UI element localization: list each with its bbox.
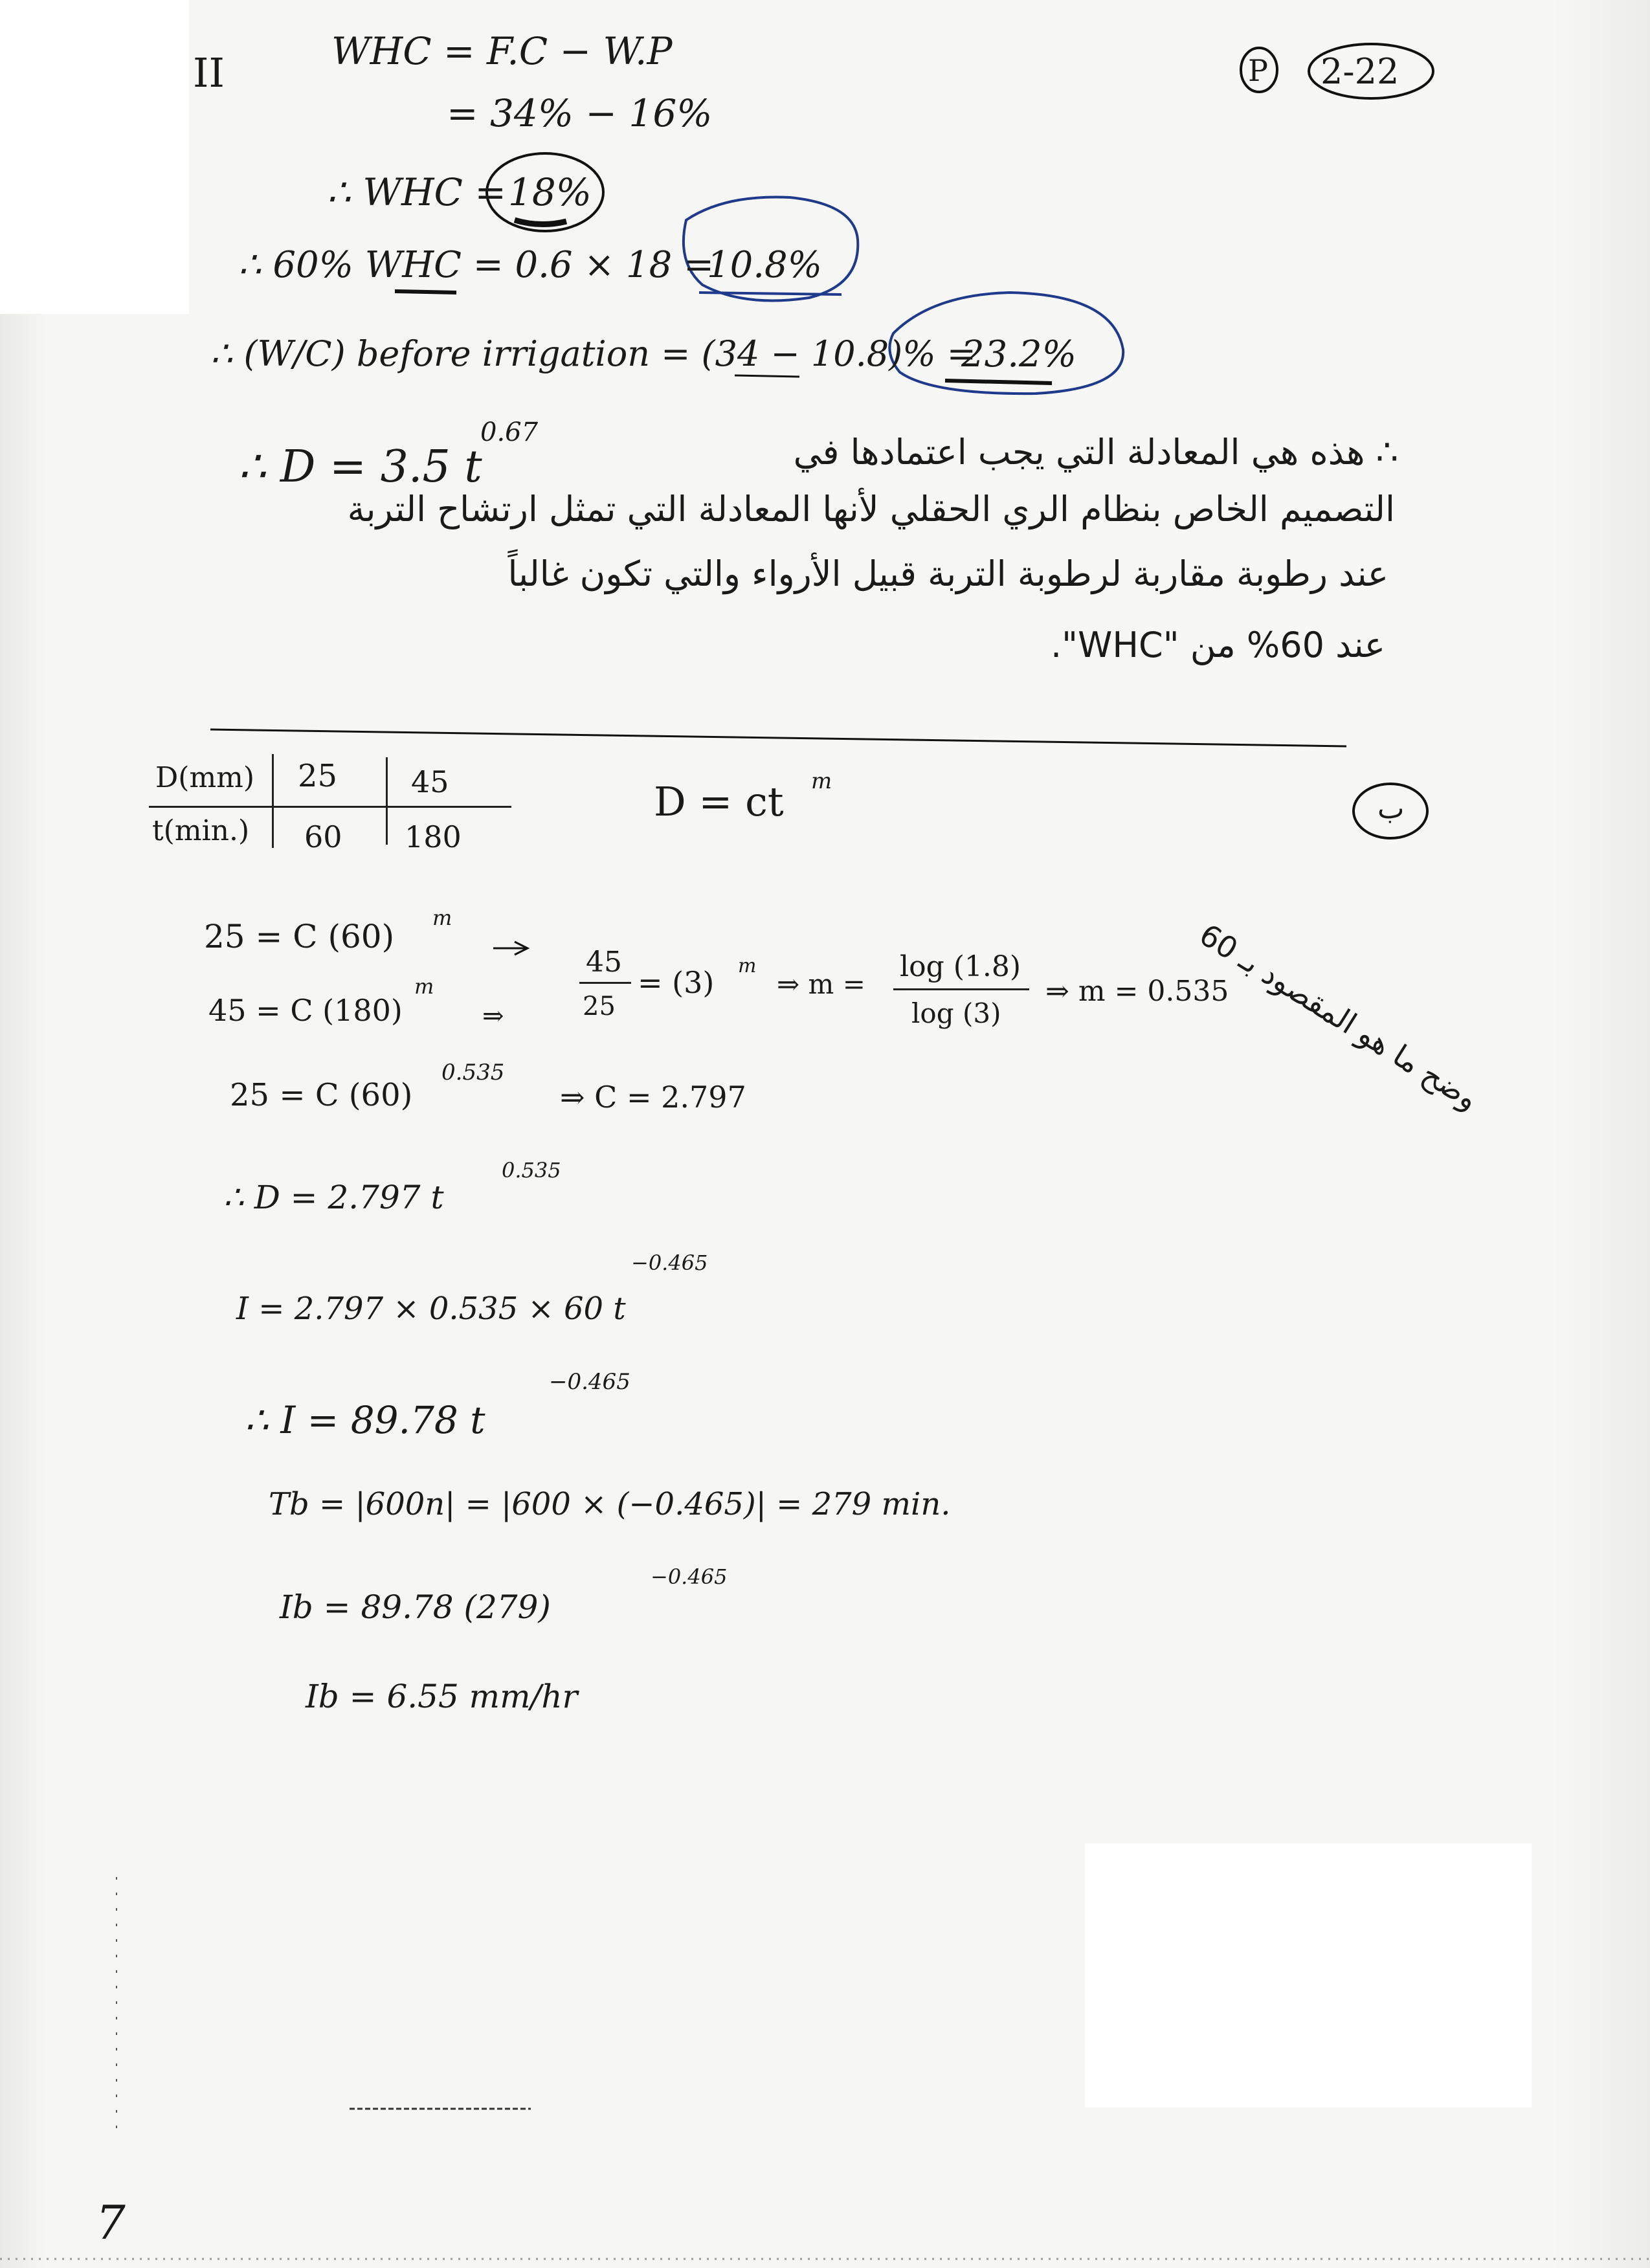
- equation-3-exponent: 0.535: [441, 1060, 505, 1085]
- ratio-rhs-exponent: m: [738, 955, 757, 977]
- equation-4: ∴ D = 2.797 t: [223, 1179, 444, 1216]
- equation-5-exponent: −0.465: [631, 1251, 708, 1275]
- table-cell-depth-1: 25: [298, 758, 338, 794]
- table-cell-depth-2: 45: [411, 764, 449, 799]
- whc-60-value: 10.8%: [707, 244, 822, 286]
- equation-3-result: ⇒ C = 2.797: [560, 1080, 746, 1115]
- equation-1-exponent: m: [432, 906, 452, 930]
- whc-60-label: ∴ 60% WHC = 0.6 × 18 =: [238, 244, 715, 286]
- side-margin-note: وضح ما هو المقصود بـ 60: [1193, 917, 1485, 1117]
- table-divider-vertical-1: [272, 754, 274, 848]
- arabic-note-line-2: التصميم الخاص بنظام الري الحقلي لأنها المعادلة التي تمثل ارتشاح التربة: [347, 489, 1395, 529]
- section-separator: [210, 729, 1346, 746]
- general-power-equation: D = ct: [654, 778, 784, 825]
- arabic-note-line-4: عند 60% من "WHC".: [1051, 625, 1385, 665]
- ratio-rhs: = (3): [638, 965, 715, 1000]
- table-cell-time-1: 60: [304, 819, 342, 854]
- equation-6: ∴ I = 89.78 t: [245, 1398, 485, 1442]
- ref-letter: P: [1248, 53, 1268, 88]
- equation-2: 45 = C (180): [208, 993, 403, 1028]
- equation-6-exponent: −0.465: [549, 1369, 630, 1395]
- ratio-denominator: 25: [583, 992, 616, 1021]
- moisture-before-irrigation: ∴ (W/C) before irrigation = (34 − 10.8)% =: [210, 333, 976, 374]
- page-number: 7: [96, 2196, 126, 2250]
- m-numerator: log (1.8): [900, 950, 1021, 983]
- infiltration-equation-exponent: 0.67: [480, 417, 539, 447]
- equation-8-exponent: −0.465: [651, 1564, 728, 1589]
- ref-number: 2-22: [1321, 51, 1399, 92]
- arabic-note-line-3: عند رطوبة مقاربة لرطوبة التربة قبيل الأرواء والتي تكون غالباً: [507, 553, 1388, 594]
- m-result: ⇒ m = 0.535: [1045, 975, 1229, 1008]
- table-divider-horizontal: [149, 806, 511, 808]
- infiltration-equation: ∴ D = 3.5 t: [238, 441, 482, 493]
- ratio-fraction-bar: [579, 982, 631, 984]
- ratio-numerator: 45: [586, 946, 622, 979]
- general-power-exponent: m: [811, 768, 832, 794]
- equation-3: 25 = C (60): [230, 1077, 413, 1113]
- table-divider-vertical-2: [386, 757, 388, 845]
- equation-7: Tb = |600n| = |600 × (−0.465)| = 279 min.: [269, 1486, 951, 1522]
- side-badge-letter: ب: [1377, 792, 1405, 825]
- table-row-label-depth: D(mm): [155, 761, 255, 794]
- equation-1: 25 = C (60): [204, 918, 395, 955]
- m-denominator: log (3): [911, 997, 1001, 1029]
- equation-4-exponent: 0.535: [502, 1158, 561, 1183]
- table-row-label-time: t(min.): [152, 814, 250, 847]
- m-fraction-bar: [893, 988, 1029, 990]
- question-mark: II: [193, 49, 225, 96]
- moisture-before-irrigation-value: 23.2%: [961, 333, 1076, 375]
- whc-result-label: ∴ WHC =: [327, 170, 506, 214]
- equation-5: I = 2.797 × 0.535 × 60 t: [236, 1291, 626, 1327]
- arabic-note-line-1: ∴ هذه هي المعادلة التي يجب اعتمادها في: [793, 432, 1398, 472]
- whc-definition: WHC = F.C − W.P: [331, 29, 673, 73]
- whc-substitution: = 34% − 16%: [447, 91, 713, 135]
- table-cell-time-2: 180: [405, 819, 462, 854]
- arrow-1: ⇒: [482, 1001, 504, 1031]
- whc-result-value: 18%: [508, 170, 592, 214]
- equation-2-exponent: m: [414, 974, 434, 999]
- equation-9: Ib = 6.55 mm/hr: [306, 1678, 578, 1715]
- m-prefix: ⇒ m =: [777, 968, 865, 1000]
- equation-8: Ib = 89.78 (279): [280, 1588, 551, 1626]
